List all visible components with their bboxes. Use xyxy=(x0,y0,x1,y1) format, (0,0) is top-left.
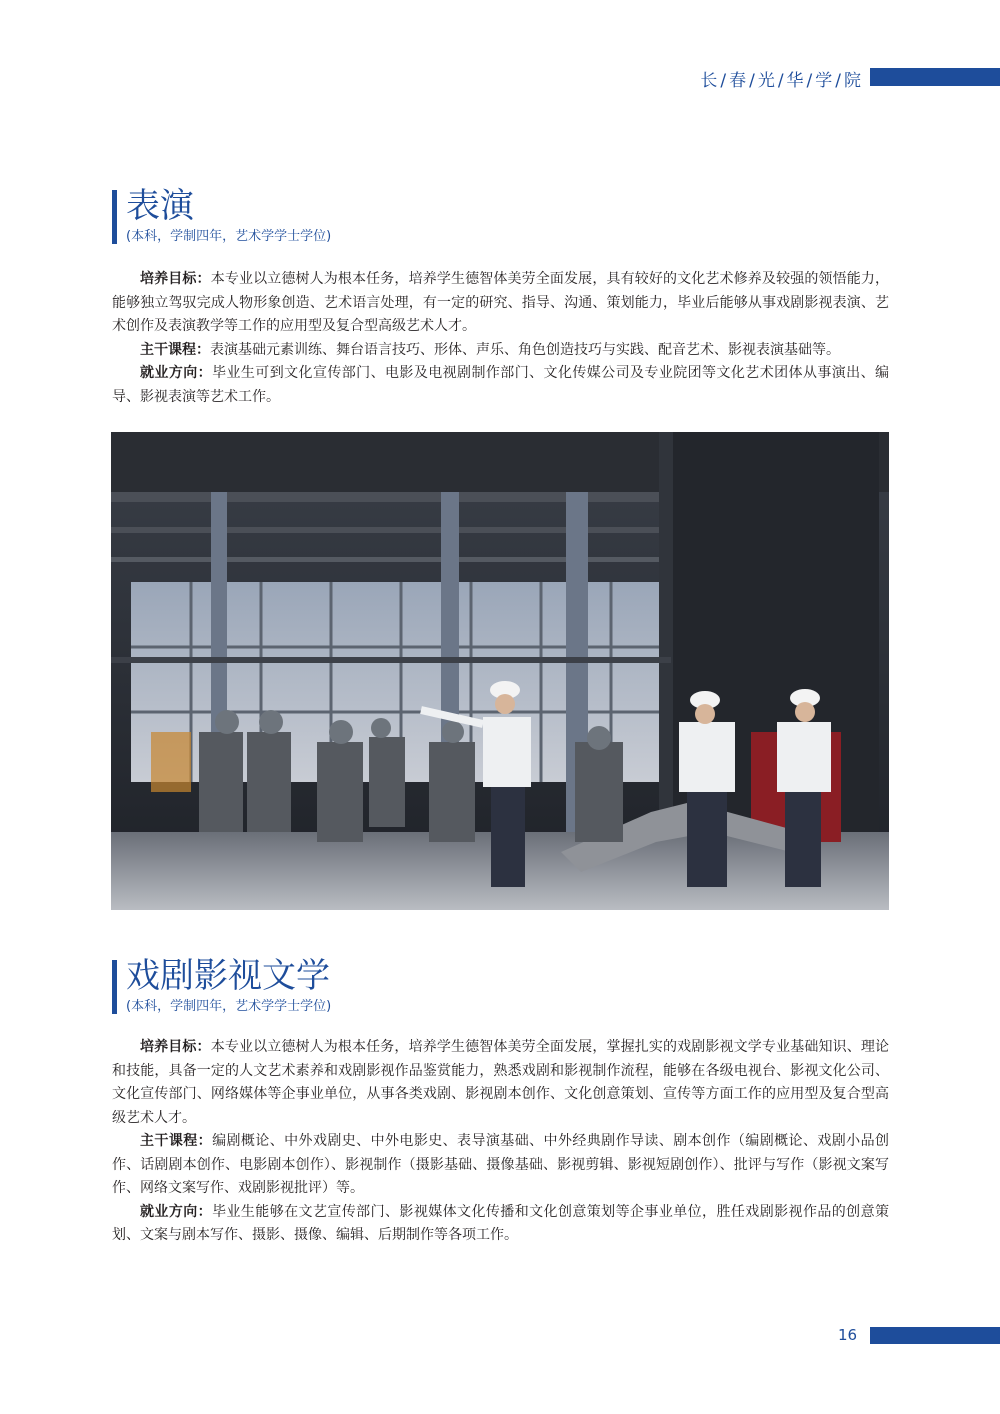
paragraph-career-direction xyxy=(112,1201,889,1248)
section-subtitle: (本科，学制四年，艺术学学士学位) xyxy=(126,999,332,1014)
paragraph-text: 本专业以立德树人为根本任务，培养学生德智体美劳全面发展，具有较好的文化艺术修养及较强的领悟能力，能够独立驾驭完成人物形象创造、艺术语言处理，有一定的研究、指导、沟通、策划能力，毕业后能够从事戏剧影视表演、艺术创作及表演教学等工作的应用型及复合型高级艺术人才。 xyxy=(112,271,890,334)
section-title-block xyxy=(112,186,889,246)
section-body xyxy=(112,1036,889,1248)
stage-performance-photo xyxy=(111,432,889,910)
paragraph-label: 培养目标： xyxy=(140,1039,211,1055)
section-subtitle: (本科，学制四年，艺术学学士学位) xyxy=(126,229,332,244)
paragraph-main-courses xyxy=(112,339,889,363)
paragraph-label: 培养目标： xyxy=(140,271,211,287)
section-performance xyxy=(112,186,889,409)
paragraph-training-goal xyxy=(112,268,889,339)
page-number: 16 xyxy=(838,1326,858,1344)
paragraph-training-goal xyxy=(112,1036,889,1130)
paragraph-main-courses xyxy=(112,1130,889,1201)
paragraph-text: 毕业生可到文化宣传部门、电影及电视剧制作部门、文化传媒公司及专业院团等文化艺术团体从事演出、编导、影视表演等艺术工作。 xyxy=(112,365,890,405)
paragraph-text: 本专业以立德树人为根本任务，培养学生德智体美劳全面发展，掌握扎实的戏剧影视文学专业基础知识、理论和技能，具备一定的人文艺术素养和戏剧影视作品鉴赏能力，熟悉戏剧和影视制作流程，能够在各级电视台、影视文化公司、文化宣传部门、网络媒体等企事业单位，从事各类戏剧、影视剧本创作、文化创意策划、宣传等方面工作的应用型及复合型高级艺术人才。 xyxy=(112,1039,890,1126)
paragraph-text: 表演基础元素训练、舞台语言技巧、形体、声乐、角色创造技巧与实践、配音艺术、影视表演基础等。 xyxy=(210,341,840,358)
section-drama-film-literature xyxy=(112,956,889,1248)
paragraph-label: 主干课程： xyxy=(140,1133,213,1149)
section-title-block xyxy=(112,956,889,1016)
section-body xyxy=(112,268,889,409)
paragraph-label: 主干课程： xyxy=(140,341,210,358)
paragraph-text: 毕业生能够在文艺宣传部门、影视媒体文化传播和文化创意策划等企事业单位，胜任戏剧影视作品的创意策划、文案与剧本写作、摄影、摄像、编辑、后期制作等各项工作。 xyxy=(112,1203,890,1243)
section-title: 表演 xyxy=(126,186,194,226)
section-title: 戏剧影视文学 xyxy=(126,956,330,996)
paragraph-career-direction xyxy=(112,362,889,409)
paragraph-label: 就业方向： xyxy=(140,365,213,381)
paragraph-text: 编剧概论、中外戏剧史、中外电影史、表导演基础、中外经典剧作导读、剧本创作（编剧概论、戏剧小品创作、话剧剧本创作、电影剧本创作）、影视制作（摄影基础、摄像基础、影视剪辑、影视短剧创作）、批评与写作（影视文案写作、网络文案写作、戏剧影视批评）等。 xyxy=(112,1133,890,1196)
header-accent-bar xyxy=(870,68,1000,86)
footer-accent-bar xyxy=(870,1327,1000,1344)
header-school-name: 长/春/光/华/学/院 xyxy=(700,71,864,91)
paragraph-label: 就业方向： xyxy=(140,1203,213,1220)
